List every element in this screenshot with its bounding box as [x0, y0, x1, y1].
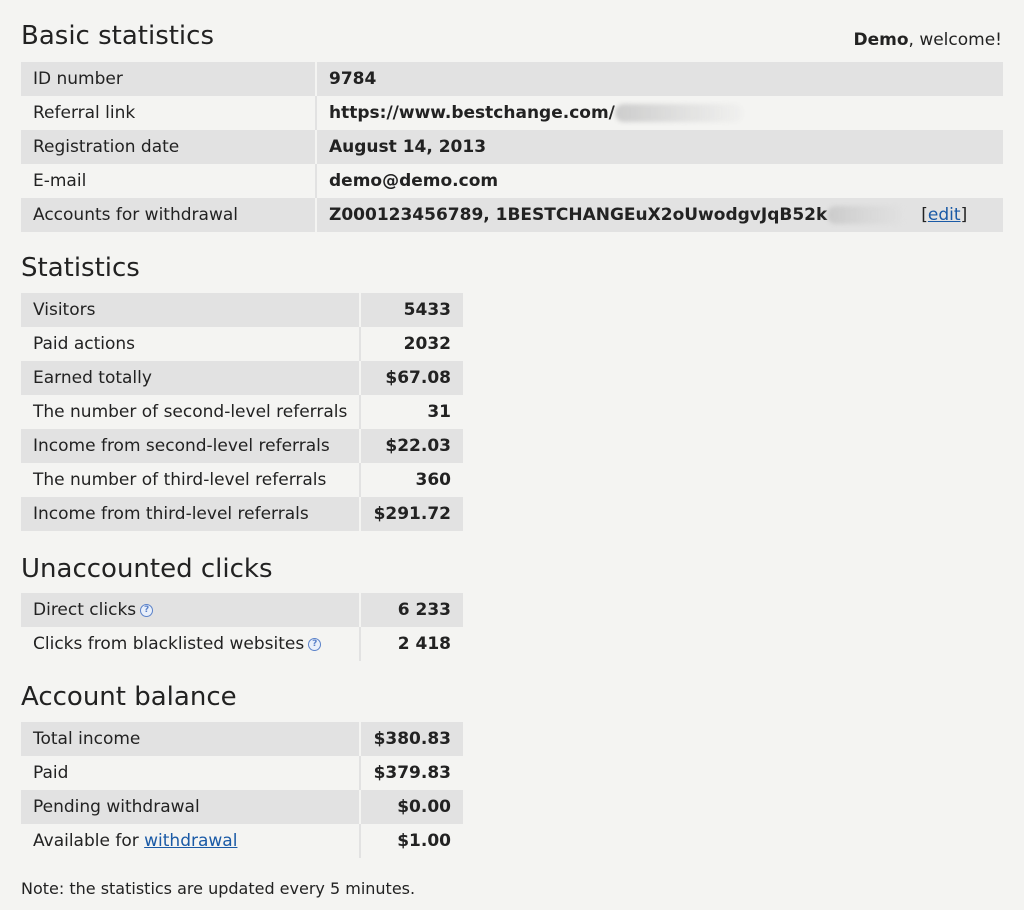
row-value: $0.00: [360, 790, 463, 824]
withdrawal-accounts-cell: [316, 198, 1003, 232]
row-label: Earned totally: [21, 361, 360, 395]
row-label: Direct clicks: [33, 600, 137, 620]
row-label: The number of second-level referrals: [21, 395, 360, 429]
row-value: 5433: [360, 293, 463, 327]
row-label: Paid actions: [21, 327, 360, 361]
table-row: [21, 627, 463, 661]
help-icon[interactable]: ?: [140, 604, 153, 617]
row-value: 31: [427, 402, 451, 422]
row-label: Visitors: [21, 293, 360, 327]
withdrawal-link[interactable]: withdrawal: [144, 831, 238, 851]
basic-statistics-table: [21, 62, 1003, 232]
edit-bracket: [edit]: [921, 205, 968, 225]
unaccounted-clicks-heading: Unaccounted clicks: [21, 554, 273, 584]
row-label: E-mail: [21, 164, 316, 198]
row-label-cell: [21, 627, 360, 661]
update-note: Note: the statistics are updated every 5 minutes.: [21, 879, 416, 898]
row-value: $22.03: [360, 429, 463, 463]
row-label: Total income: [21, 722, 360, 756]
statistics-heading: Statistics: [21, 253, 140, 283]
unaccounted-clicks-table: [21, 593, 463, 661]
statistics-table: [21, 293, 463, 531]
row-label: Accounts for withdrawal: [21, 198, 316, 232]
row-value: $379.83: [373, 763, 451, 783]
row-label: Income from third-level referrals: [21, 497, 360, 531]
row-label: ID number: [21, 62, 316, 96]
row-value: 6 233: [360, 593, 463, 627]
table-row: [21, 164, 1003, 198]
row-value: $380.83: [360, 722, 463, 756]
row-label-cell: [21, 824, 360, 858]
table-row: [21, 593, 463, 627]
account-balance-table: [21, 722, 463, 858]
table-row: [21, 497, 463, 531]
row-label: Pending withdrawal: [21, 790, 360, 824]
account-balance-heading: Account balance: [21, 682, 237, 712]
table-row: [21, 327, 463, 361]
table-row: [21, 756, 463, 790]
row-label: Referral link: [21, 96, 316, 130]
referral-link-cell: [316, 96, 1003, 130]
table-row: [21, 429, 463, 463]
welcome-name: Demo: [853, 30, 909, 50]
table-row: [21, 130, 1003, 164]
referral-link-value[interactable]: https://www.bestchange.com/: [329, 103, 615, 123]
row-value: $1.00: [397, 831, 451, 851]
table-row: [21, 824, 463, 858]
withdrawal-accounts-value: Z000123456789, 1BESTCHANGEuX2oUwodgvJqB52k: [329, 205, 828, 225]
table-row: [21, 293, 463, 327]
table-row: [21, 790, 463, 824]
row-value: 2 418: [397, 634, 451, 654]
redacted-blur: [615, 104, 743, 122]
welcome-suffix: , welcome!: [908, 30, 1002, 50]
id-number-value: 9784: [316, 62, 1003, 96]
table-row: [21, 463, 463, 497]
table-row: [21, 361, 463, 395]
redacted-blur: [827, 206, 907, 224]
help-icon[interactable]: ?: [308, 638, 321, 651]
row-label: The number of third-level referrals: [21, 463, 360, 497]
row-value: 360: [415, 470, 451, 490]
row-label: Clicks from blacklisted websites: [33, 634, 305, 654]
registration-date-value: August 14, 2013: [316, 130, 1003, 164]
table-row: [21, 62, 1003, 96]
basic-statistics-heading: Basic statistics: [21, 21, 214, 51]
table-row: [21, 395, 463, 429]
edit-link[interactable]: edit: [927, 205, 961, 225]
email-value: demo@demo.com: [329, 171, 499, 191]
row-value: 2032: [403, 334, 451, 354]
row-label: Registration date: [21, 130, 316, 164]
table-row: [21, 722, 463, 756]
row-label: Available for: [33, 831, 145, 851]
welcome-message: [853, 30, 1002, 50]
row-value: $291.72: [360, 497, 463, 531]
row-label: Paid: [21, 756, 360, 790]
table-row: [21, 96, 1003, 130]
table-row: [21, 198, 1003, 232]
row-label-cell: [21, 593, 360, 627]
row-label: Income from second-level referrals: [21, 429, 360, 463]
row-value: $67.08: [360, 361, 463, 395]
